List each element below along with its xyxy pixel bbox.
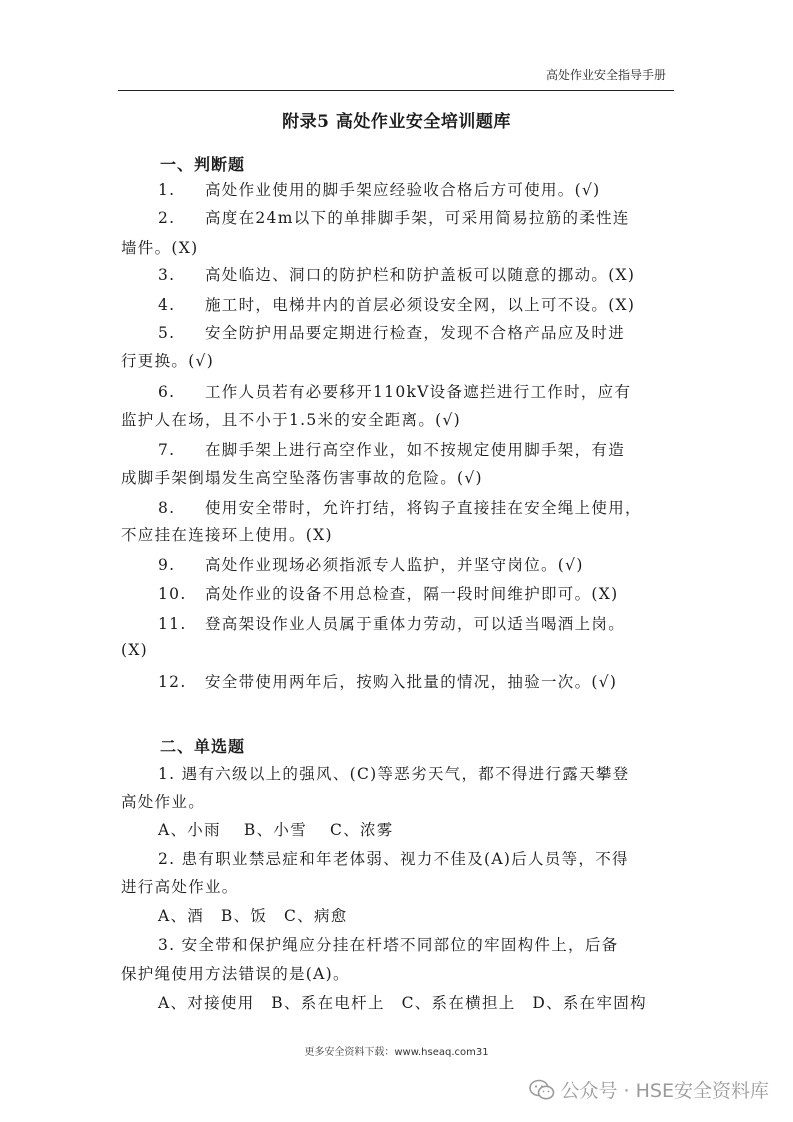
judgement-line	[158, 206, 630, 228]
judgement-line	[121, 466, 483, 488]
question-text: 成脚手架倒塌发生高空坠落伤害事故的危险。(√)	[121, 469, 483, 487]
question-text: 高处作业的设备不用总检查，隔一段时间维护即可。(X)	[205, 585, 619, 603]
question-number: 5.	[158, 324, 176, 342]
section-heading-single-choice: 二、单选题	[160, 737, 246, 756]
question-text: 安全带使用两年后，按购入批量的情况，抽验一次。(√)	[205, 673, 618, 691]
single-choice-line: 保护绳使用方法错误的是(A)。	[121, 965, 350, 983]
question-number: 4.	[158, 296, 176, 314]
question-text: 施工时，电梯井内的首层必须设安全网，以上可不设。(X)	[205, 296, 636, 314]
single-choice-line: A、小雨 B、小雪 C、浓雾	[158, 821, 394, 839]
question-number: 12.	[158, 673, 187, 691]
question-text: 高度在24m以下的单排脚手架，可采用简易拉筋的柔性连	[205, 209, 630, 227]
question-text: 高处作业使用的脚手架应经验收合格后方可使用。(√)	[205, 181, 601, 199]
question-text: 监护人在场，且不小于1.5米的安全距离。(√)	[121, 411, 462, 429]
judgement-line	[158, 178, 600, 200]
single-choice-line: A、酒 B、饭 C、病愈	[158, 907, 348, 925]
judgement-line	[158, 670, 617, 692]
question-number: 7.	[158, 441, 176, 459]
question-text: 墙件。(X)	[121, 239, 199, 257]
judgement-line	[121, 641, 148, 659]
judgement-line	[158, 438, 625, 460]
judgement-line	[121, 349, 214, 371]
judgement-line	[121, 523, 333, 545]
page-title: 附录5 高处作业安全培训题库	[282, 112, 511, 132]
judgement-line	[158, 263, 635, 285]
footer-download-link[interactable]: 更多安全资料下载：www.hseaq.com31	[304, 1047, 489, 1058]
question-text: 高处作业现场必须指派专人监护，并坚守岗位。(√)	[205, 556, 584, 574]
question-text: (X)	[121, 641, 149, 659]
judgement-line	[158, 380, 631, 402]
question-text: 使用安全带时，允许打结，将钩子直接挂在安全绳上使用，	[205, 499, 642, 517]
single-choice-line: 1. 遇有六级以上的强风、(C)等恶劣天气，都不得进行露天攀登	[158, 765, 630, 783]
single-choice-line: 3. 安全带和保护绳应分挂在杆塔不同部位的牢固构件上，后备	[158, 936, 619, 954]
question-number: 2.	[158, 209, 176, 227]
judgement-line	[158, 553, 584, 575]
question-text: 安全防护用品要定期进行检查，发现不合格产品应及时进	[205, 324, 626, 342]
wechat-icon	[529, 1079, 555, 1101]
single-choice-line: 进行高处作业。	[121, 878, 239, 896]
single-choice-line: 2. 患有职业禁忌症和年老体弱、视力不佳及(A)后人员等，不得	[158, 850, 629, 868]
judgement-line	[121, 236, 198, 258]
question-number: 10.	[158, 585, 187, 603]
question-text: 工作人员若有必要移开110kV设备遮拦进行工作时，应有	[205, 383, 632, 401]
judgement-line	[121, 408, 461, 430]
question-text: 在脚手架上进行高空作业，如不按规定使用脚手架，有造	[205, 441, 626, 459]
question-number: 3.	[158, 266, 176, 284]
judgement-line	[158, 496, 642, 518]
question-number: 11.	[158, 615, 187, 633]
question-text: 登高架设作业人员属于重体力劳动，可以适当喝酒上岗。	[205, 615, 626, 633]
watermark-label: 公众号 · HSE安全资料库	[560, 1080, 769, 1102]
judgement-line	[158, 612, 625, 634]
judgement-line	[158, 582, 618, 604]
question-text: 高处临边、洞口的防护栏和防护盖板可以随意的挪动。(X)	[205, 266, 636, 284]
judgement-line	[158, 321, 625, 343]
question-number: 6.	[158, 383, 176, 401]
question-text: 行更换。(√)	[121, 352, 215, 370]
question-number: 9.	[158, 556, 176, 574]
judgement-line	[158, 293, 635, 315]
single-choice-line: A、对接使用 B、系在电杆上 C、系在横担上 D、系在牢固构	[158, 994, 647, 1012]
question-number: 8.	[158, 499, 176, 517]
running-header: 高处作业安全指导手册	[545, 68, 666, 82]
question-text: 不应挂在连接环上使用。(X)	[121, 526, 333, 544]
question-number: 1.	[158, 181, 176, 199]
single-choice-line: 高处作业。	[121, 793, 206, 811]
section-heading-judgement: 一、判断题	[160, 155, 246, 174]
header-divider	[118, 90, 674, 91]
watermark	[529, 1076, 769, 1103]
